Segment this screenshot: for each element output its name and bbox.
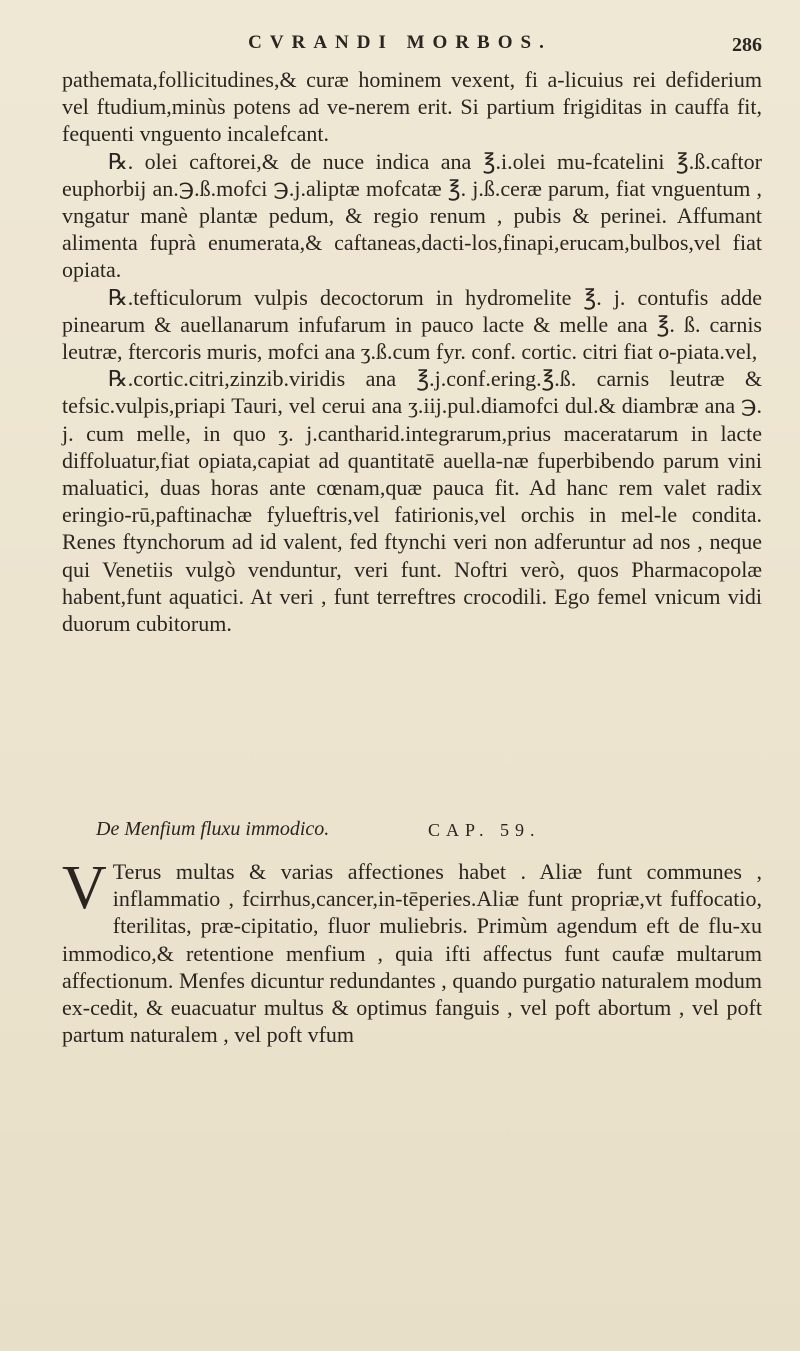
running-title: CVRANDI MORBOS. [248,32,552,53]
chapter-paragraph [62,854,762,1048]
chapter-paragraph-text: Terus multas & varias affectiones habet . Aliæ funt communes , inflammatio , fcirrhus,cancer,in-tēperies.Aliæ funt propriæ,vt fuffocatio, fterilitas, præ-cipitatio, fluor muliebris. Primùm agendum eft de flu-xu immodico,& retentione menfium , quia ifti affectus funt caufæ multarum affectionum. Menfes dicuntur redundantes , quando purgatio naturalem modum ex-cedit, & euacuatur multus & optimus fanguis , vel poft abortum , vel poft partum naturalem , vel poft vfum [62,859,762,1048]
body-text [62,66,762,637]
paragraph-recipe-1: ℞. olei caftorei,& de nuce indica ana ℥.i.olei mu-fcatelini ℥.ß.caftor euphorbij an.℈.ß.mofci ℈.j.aliptæ mofcatæ ℥. j.ß.ceræ parum, fiat vnguentum , vngatur manè plantæ pedum, & regio renum , pubis & perinei. Affumant alimenta fuprà enumerata,& caftaneas,dacti-los,finapi,erucam,bulbos,vel fiat opiata. [62,148,762,283]
chapter-text [62,854,762,1048]
paragraph-recipe-2: ℞.tefticulorum vulpis decoctorum in hydromelite ℥. j. contufis adde pinearum & auellanarum infufarum in pauco lacte & melle ana ℥. ß. carnis leutræ, ftercoris muris, mofci ana ʒ.ß.cum fyr. conf. cortic. citri fiat o-piata.vel, [62,284,762,365]
paragraph-recipe-3: ℞.cortic.citri,zinzib.viridis ana ℥.j.conf.ering.℥.ß. carnis leutræ & tefsic.vulpis,priapi Tauri, vel cerui ana ʒ.iij.pul.diamofci dul.& diambræ ana ℈. j. cum melle, in quo ʒ. j.cantharid.integrarum,prius maceratarum in lacte diffoluatur,fiat opiata,capiat ad quantitatē auella-næ fuperbibendo parum vini maluatici, duas horas ante cœnam,quæ pauca fit. Ad hanc rem valet radix eringio-rū,paftinachæ fylueftris,vel fatirionis,vel orchis in mel-le condita. Renes ftynchorum ad id valent, fed ftynchi veri non adferuntur ad nos , neque qui Venetiis vulgò venduntur, veri funt. Noftri verò, quos Pharmacopolæ habent,funt aquatici. At veri , funt terreftres crocodili. Ego femel vnicum vidi duorum cubitorum. [62,366,762,637]
chapter-number: CAP. 59. [428,820,541,840]
page-number: 286 [732,34,762,56]
chapter-heading [62,818,762,848]
drop-cap: V [62,854,107,922]
running-head [0,32,800,62]
paragraph-1: pathemata,follicitudines,& curæ hominem vexent, fi a-licuius rei defiderium vel ftudium,minùs potens ad ve-nerem erit. Si partium frigiditas in cauffa fit, fequenti vnguento incalefcant. [62,67,762,147]
chapter-title: De Menfium fluxu immodico. [96,818,330,840]
